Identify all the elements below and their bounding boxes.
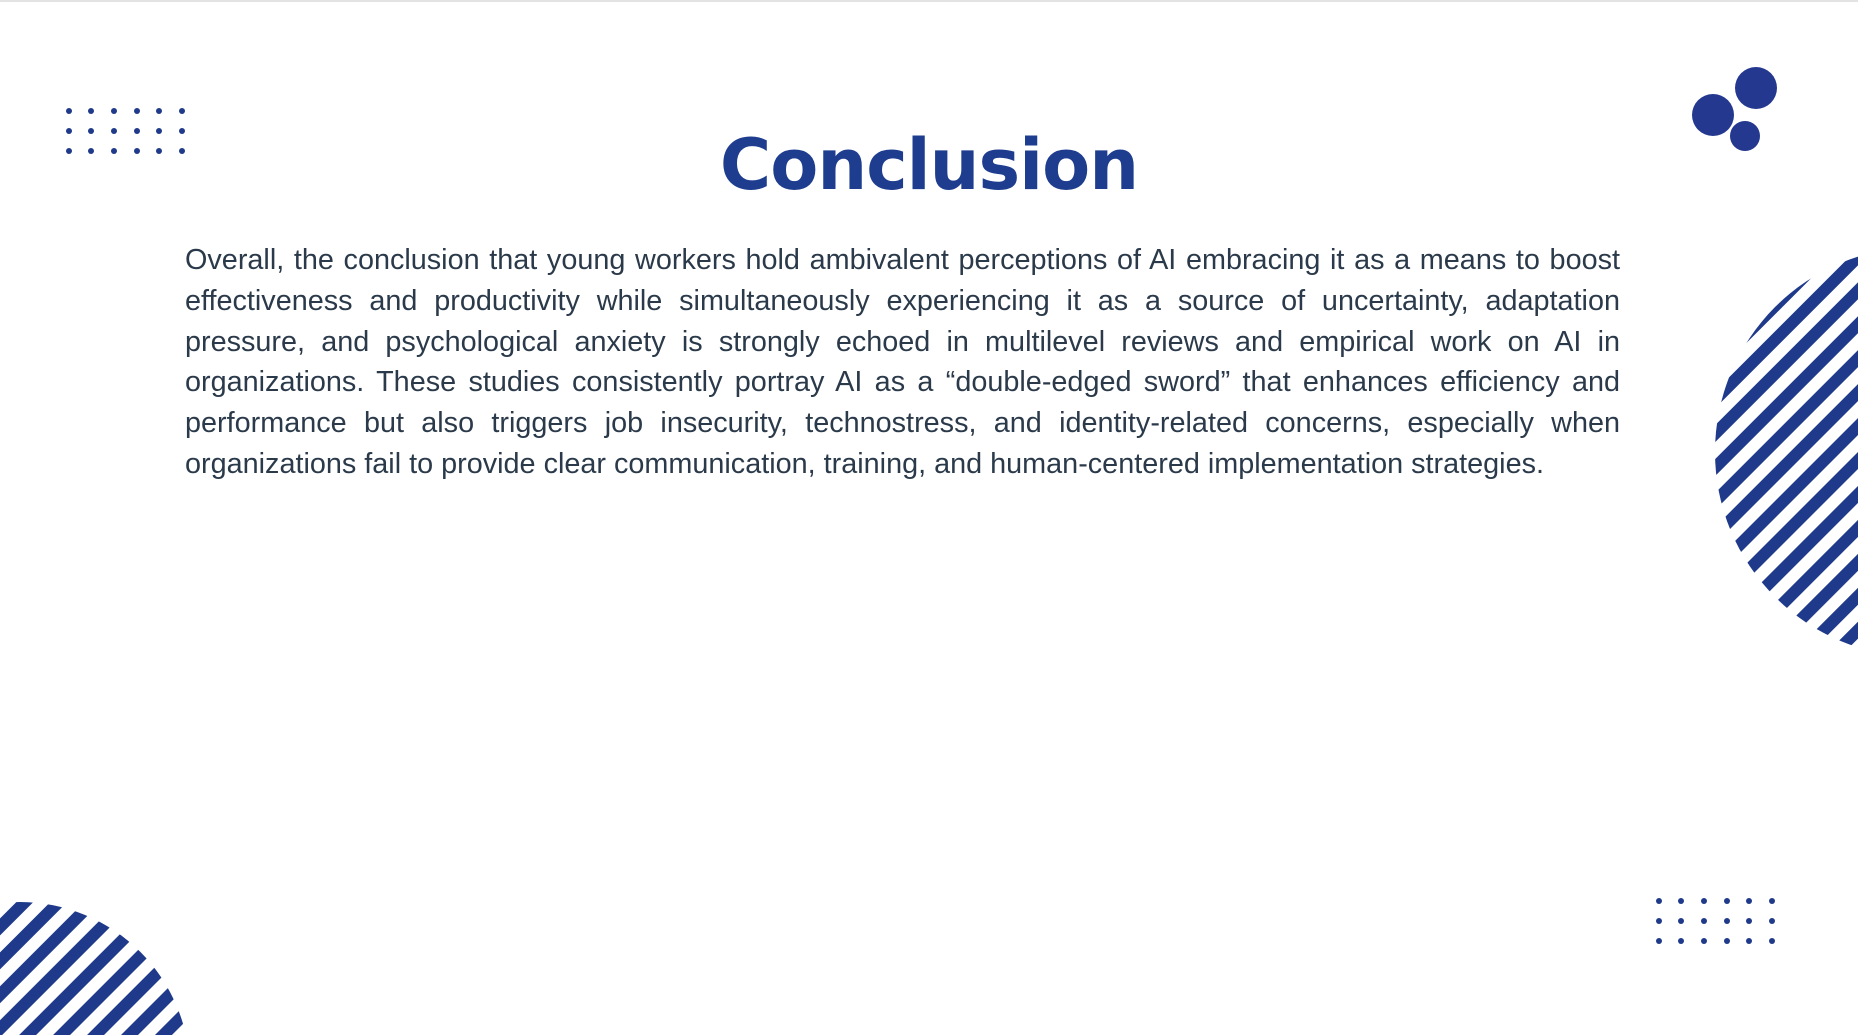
striped-quarter-circle-bottom-left xyxy=(0,872,200,1035)
conclusion-paragraph: Overall, the conclusion that young workers hold ambivalent perceptions of AI embracing it as a means to boost effectiveness and productivity while simultaneously experiencing it as a source of uncertainty, adaptation pressure, and psychological anxiety is strongly echoed in multilevel reviews and empirical work on AI in organizations. These studies consistently portray AI as a “double-edged sword” that enhances efficiency and performance but also triggers job insecurity, technostress, and identity-related concerns, especially when organizations fail to provide clear communication, training, and human-centered implementation strategies. xyxy=(185,244,1620,480)
page-title: Conclusion xyxy=(719,124,1139,206)
dot-grid-bottom-right xyxy=(1650,892,1785,950)
striped-half-circle-right xyxy=(1700,242,1858,662)
